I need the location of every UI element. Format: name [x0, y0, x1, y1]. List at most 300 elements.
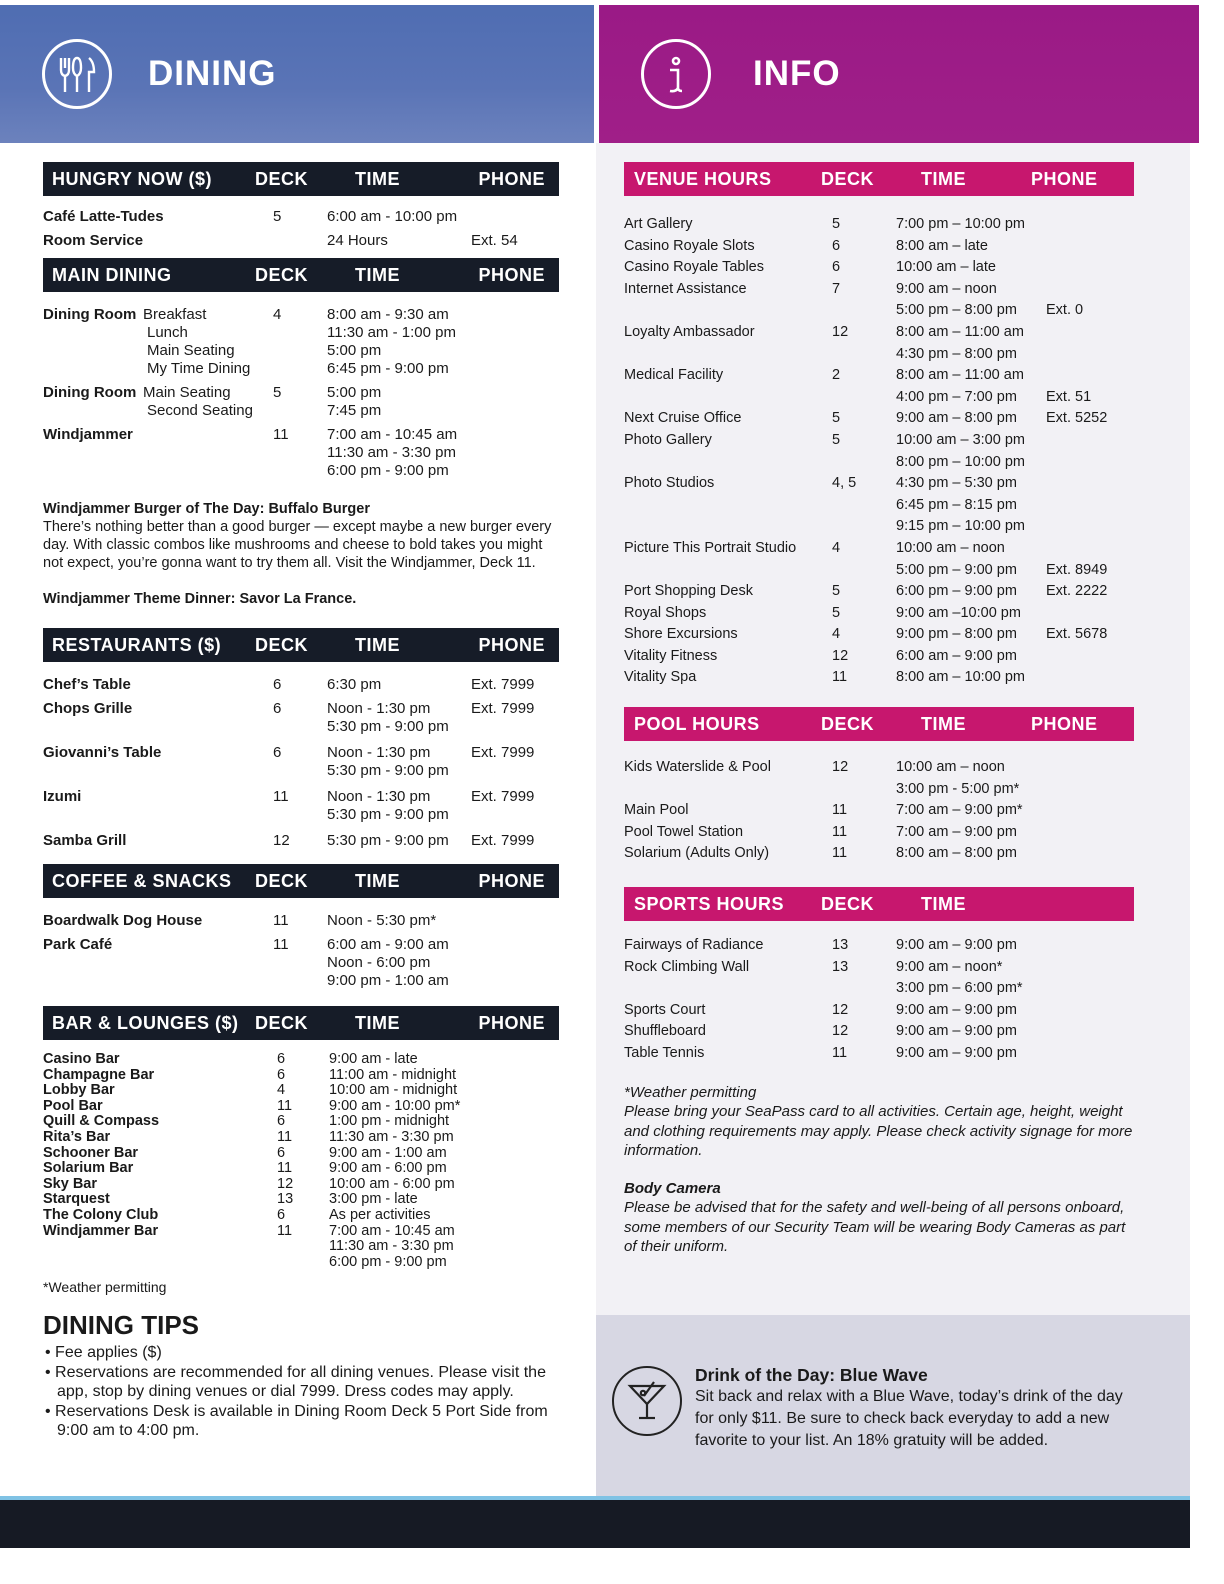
table-row — [624, 603, 1134, 625]
venue-deck: 5 — [832, 604, 841, 621]
venue-phone — [1046, 214, 1126, 236]
meal-label: Main Seating — [147, 342, 235, 359]
venue-name: Casino Royale Tables — [624, 259, 764, 276]
time-line: 24 Hours — [327, 232, 388, 249]
venue-name: Room Service — [43, 232, 144, 249]
venue-name: Dining Room — [43, 384, 137, 401]
table-row — [624, 279, 1134, 301]
venue-deck: 11 — [832, 669, 848, 686]
venue-time — [327, 744, 471, 780]
info-header — [599, 5, 1199, 143]
venue-deck: 11 — [832, 1045, 848, 1061]
phone-header: PHONE — [478, 1012, 545, 1033]
dining-tips-title: DINING TIPS — [43, 1310, 200, 1341]
venue-time: 8:00 am – 10:00 pm — [896, 669, 1025, 686]
bar-name: Champagne Bar — [43, 1066, 155, 1083]
info-column — [624, 162, 1134, 1257]
venue-time: 9:00 am – 9:00 pm — [896, 1001, 1017, 1018]
time-line: 5:30 pm - 9:00 pm — [327, 762, 449, 779]
time-header: TIME — [355, 168, 400, 189]
utensils-icon — [42, 39, 112, 109]
venue-name: Rock Climbing Wall — [624, 958, 750, 975]
bar-deck: 6 — [277, 1066, 286, 1083]
info-note — [624, 1083, 1134, 1257]
table-row — [624, 387, 1134, 409]
dining-title: DINING — [148, 54, 277, 93]
meal-label: Breakfast — [143, 306, 207, 323]
time-header: TIME — [921, 713, 966, 734]
time-header: TIME — [921, 168, 966, 189]
deck-header: DECK — [255, 1012, 309, 1033]
time-line: Noon - 1:30 pm — [327, 700, 431, 717]
deck-header: DECK — [821, 893, 875, 914]
table-row — [43, 832, 559, 850]
burger-title: Windjammer Burger of The Day: Buffalo Burger — [43, 501, 370, 517]
time-line: 5:30 pm - 9:00 pm — [327, 832, 449, 849]
table-row — [624, 300, 1134, 322]
venue-deck: 5 — [273, 384, 282, 401]
venue-time: 8:00 am – 11:00 am — [896, 323, 1024, 340]
drink-of-the-day — [695, 1364, 1135, 1452]
venue-phone — [1046, 430, 1126, 452]
venue-phone — [1046, 538, 1126, 560]
venue-name: Pool Towel Station — [624, 823, 744, 840]
venue-time: 9:15 pm – 10:00 pm — [896, 518, 1025, 535]
table-row — [624, 322, 1134, 344]
bar-deck: 11 — [277, 1222, 293, 1239]
venue-deck: 12 — [832, 1023, 849, 1040]
bar-time: As per activities — [329, 1206, 431, 1223]
venue-time: 8:00 am – 8:00 pm — [896, 845, 1017, 862]
bar-deck: 4 — [277, 1082, 286, 1099]
deck-header: DECK — [255, 634, 309, 655]
table-row — [624, 495, 1134, 517]
venue-name — [624, 452, 832, 474]
pool-hours-bar — [624, 707, 1134, 741]
venue-name: Vitality Fitness — [624, 647, 718, 664]
venue-name: Photo Gallery — [624, 431, 712, 448]
table-row — [624, 978, 1134, 1000]
table-row — [624, 430, 1134, 452]
deck-header: DECK — [255, 264, 309, 285]
venue-phone — [1046, 322, 1126, 344]
bar-deck: 11 — [277, 1128, 293, 1145]
venue-deck — [832, 495, 896, 517]
bar-names — [43, 1052, 277, 1270]
time-line: 5:00 pm — [327, 384, 382, 401]
burger-of-the-day — [43, 500, 559, 572]
bar-lounges-rows — [43, 1052, 559, 1270]
venue-time: 8:00 am – 11:00 am — [896, 367, 1024, 384]
venue-deck: 11 — [273, 912, 289, 929]
meal-label: My Time Dining — [147, 360, 251, 377]
martini-icon — [612, 1366, 682, 1436]
drink-title: Drink of the Day: Blue Wave — [695, 1365, 928, 1385]
venue-phone — [1046, 279, 1126, 301]
tip-item: • Reservations Desk is available in Dining Room Deck 5 Port Side from 9:00 am to 4:00 pm. — [43, 1402, 559, 1441]
venue-time: 4:30 pm – 5:30 pm — [896, 475, 1017, 492]
time-line: 6:00 am - 9:00 am — [327, 936, 449, 953]
venue-name: Vitality Spa — [624, 669, 697, 686]
venue-name: Picture This Portrait Studio — [624, 539, 797, 556]
main-dining-rows — [43, 306, 559, 480]
venue-time: 6:00 pm – 9:00 pm — [896, 583, 1017, 600]
bar-name: Starquest — [43, 1191, 110, 1208]
venue-phone — [1046, 473, 1126, 495]
venue-name: Fairways of Radiance — [624, 937, 764, 954]
venue-name: Shuffleboard — [624, 1023, 706, 1040]
venue-deck: 11 — [273, 426, 289, 443]
table-row — [624, 1043, 1134, 1065]
venue-deck: 12 — [273, 832, 290, 849]
venue-deck: 5 — [832, 216, 841, 232]
table-row — [624, 538, 1134, 560]
venue-phone — [1046, 452, 1126, 474]
bar-deck: 13 — [277, 1191, 294, 1208]
venue-phone: Ext. 5678 — [1046, 626, 1108, 643]
venue-name: Dining Room — [43, 306, 137, 323]
bar-name: Windjammer Bar — [43, 1222, 159, 1239]
venue-phone — [1046, 667, 1126, 689]
venue-deck: 13 — [832, 937, 849, 954]
venue-phone: Ext. 7999 — [471, 788, 535, 805]
venue-name: Main Pool — [624, 802, 689, 819]
venue-time: 3:00 pm - 5:00 pm* — [896, 780, 1020, 797]
table-row — [624, 516, 1134, 538]
bar-times — [329, 1052, 499, 1270]
bar-deck: 6 — [277, 1113, 286, 1130]
table-row — [43, 208, 559, 226]
bar-time: 11:30 am - 3:30 pm — [329, 1128, 454, 1145]
time-line: 6:45 pm - 9:00 pm — [327, 360, 449, 377]
bar-name: The Colony Club — [43, 1206, 159, 1223]
tip-item: • Reservations are recommended for all dining venues. Please visit the app, stop by dining venues or dial 7999. Dress codes may apply. — [43, 1363, 559, 1402]
bar-time: 3:00 pm - late — [329, 1191, 418, 1208]
table-row — [624, 957, 1134, 979]
venue-time: 9:00 am – 9:00 pm — [896, 937, 1017, 954]
pool-hours-rows — [624, 757, 1134, 865]
venue-deck: 5 — [832, 583, 841, 600]
venue-time: 8:00 pm – 10:00 pm — [896, 453, 1025, 470]
bar-time: 9:00 am - late — [329, 1051, 418, 1067]
dining-column — [43, 162, 559, 1441]
venue-deck — [273, 232, 327, 250]
venue-deck: 4 — [273, 306, 282, 323]
time-line: 5:30 pm - 9:00 pm — [327, 806, 449, 823]
venue-name: Loyalty Ambassador — [624, 323, 755, 340]
section-title: VENUE HOURS — [634, 168, 772, 189]
bar-name: Sky Bar — [43, 1175, 98, 1192]
time-header: TIME — [355, 870, 400, 891]
section-title: SPORTS HOURS — [634, 893, 785, 914]
weather-note: *Weather permitting — [43, 1279, 167, 1296]
phone-header: PHONE — [1031, 168, 1098, 189]
bar-deck: 6 — [277, 1051, 286, 1067]
deck-header: DECK — [255, 870, 309, 891]
venue-name — [624, 387, 832, 409]
bar-time: 11:00 am - midnight — [329, 1066, 457, 1083]
venue-phone — [1046, 257, 1126, 279]
bar-time: 1:00 pm - midnight — [329, 1113, 450, 1130]
venue-name: Photo Studios — [624, 475, 715, 492]
bar-deck: 11 — [277, 1097, 293, 1114]
restaurants-bar — [43, 628, 559, 662]
venue-name — [624, 300, 832, 322]
venue-deck: 6 — [832, 259, 841, 276]
table-row — [43, 788, 559, 824]
venue-time: 7:00 am – 9:00 pm — [896, 823, 1017, 840]
venue-name: Sports Court — [624, 1001, 706, 1018]
time-line: 6:00 pm - 9:00 pm — [327, 462, 449, 479]
bar-time: 9:00 am - 1:00 am — [329, 1144, 447, 1161]
venue-phone: Ext. 54 — [471, 232, 518, 249]
venue-time — [327, 426, 471, 480]
table-row — [624, 452, 1134, 474]
body-camera-title — [624, 1179, 1134, 1199]
venue-time — [327, 384, 471, 420]
venue-deck: 5 — [832, 410, 841, 427]
table-row — [43, 912, 559, 930]
venue-time — [327, 676, 471, 694]
venue-deck: 5 — [832, 431, 841, 448]
venue-deck: 12 — [832, 1001, 849, 1018]
table-row — [624, 214, 1134, 236]
section-title: MAIN DINING — [52, 264, 172, 285]
venue-phone — [1046, 516, 1126, 538]
section-title: HUNGRY NOW ($) — [52, 168, 212, 189]
venue-name: Internet Assistance — [624, 280, 747, 297]
venue-phone: Ext. 51 — [1046, 388, 1092, 405]
venue-time — [327, 700, 471, 736]
venue-name: Table Tennis — [624, 1045, 705, 1061]
phone-header: PHONE — [478, 634, 545, 655]
table-row — [624, 257, 1134, 279]
table-row — [624, 757, 1134, 779]
table-row — [43, 232, 559, 250]
bar-time: 10:00 am - 6:00 pm — [329, 1175, 455, 1192]
venue-name: Next Cruise Office — [624, 410, 742, 427]
venue-name — [624, 516, 832, 538]
venue-time: 9:00 am – noon* — [896, 958, 1003, 975]
venue-time: 4:00 pm – 7:00 pm — [896, 388, 1017, 405]
venue-deck — [832, 452, 896, 474]
table-row — [624, 344, 1134, 366]
time-line: 5:30 pm - 9:00 pm — [327, 718, 449, 735]
bar-name: Rita’s Bar — [43, 1128, 111, 1145]
venue-name: Chops Grille — [43, 700, 133, 717]
table-row — [43, 426, 559, 480]
venue-deck: 4, 5 — [832, 475, 857, 492]
table-row — [624, 800, 1134, 822]
bar-time: 7:00 am - 10:45 am — [329, 1222, 455, 1239]
bar-deck: 11 — [277, 1160, 293, 1177]
venue-phone: Ext. 8949 — [1046, 561, 1108, 578]
venue-deck: 6 — [273, 744, 282, 761]
venue-time — [327, 788, 471, 824]
venue-deck: 6 — [273, 700, 282, 717]
venue-time — [327, 936, 471, 990]
bar-name: Lobby Bar — [43, 1082, 115, 1099]
meal-label: Lunch — [147, 324, 188, 341]
bar-name: Casino Bar — [43, 1051, 120, 1067]
bar-decks — [277, 1052, 329, 1270]
venue-deck — [832, 300, 896, 322]
time-header: TIME — [355, 634, 400, 655]
phone-header: PHONE — [478, 168, 545, 189]
venue-deck: 11 — [273, 788, 289, 805]
venue-name: Medical Facility — [624, 367, 724, 384]
table-row — [624, 581, 1134, 603]
venue-name — [624, 344, 832, 366]
venue-deck: 12 — [832, 759, 849, 776]
venue-name: Park Café — [43, 936, 113, 953]
bar-deck: 6 — [277, 1144, 286, 1161]
meal-label: Second Seating — [147, 402, 253, 419]
venue-name: Art Gallery — [624, 216, 693, 232]
venue-deck: 11 — [832, 802, 848, 819]
drink-body: Sit back and relax with a Blue Wave, today’s drink of the day for only $11. Be sure to check back everyday to add a new favorite to your list. An 18% gratuity will be added. — [695, 1388, 1123, 1449]
time-header: TIME — [355, 1012, 400, 1033]
main-dining-bar — [43, 258, 559, 292]
table-row — [624, 935, 1134, 957]
venue-deck: 7 — [832, 280, 841, 297]
venue-name: Izumi — [43, 788, 82, 805]
table-row — [624, 779, 1134, 801]
table-row — [624, 822, 1134, 844]
venue-phone — [1046, 495, 1126, 517]
venue-deck: 6 — [832, 237, 841, 254]
bar-lounges-bar — [43, 1006, 559, 1040]
venue-time — [327, 208, 471, 226]
table-row — [624, 365, 1134, 387]
time-line: 11:30 am - 3:30 pm — [327, 444, 456, 461]
venue-time: 6:00 am – 9:00 pm — [896, 647, 1017, 664]
venue-deck — [832, 978, 896, 1000]
time-line: 8:00 am - 9:30 am — [327, 306, 449, 323]
bar-time: 6:00 pm - 9:00 pm — [329, 1253, 447, 1270]
time-line: 7:00 am - 10:45 am — [327, 426, 458, 443]
venue-deck: 4 — [832, 539, 841, 556]
venue-name: Café Latte-Tudes — [43, 208, 164, 225]
table-row — [624, 408, 1134, 430]
burger-body: There’s nothing better than a good burger — except maybe a new burger every day. With classic combos like mushrooms and cheese to bold takes you might not expect, you’re gonna want to try them all. Visit the Windjammer, Deck 11. — [43, 519, 552, 571]
venue-time: 9:00 am – 9:00 pm — [896, 1023, 1017, 1040]
venue-name — [624, 560, 832, 582]
bar-name: Quill & Compass — [43, 1113, 160, 1130]
venue-deck: 12 — [832, 647, 849, 664]
table-row — [624, 473, 1134, 495]
venue-time — [327, 306, 471, 378]
table-row — [43, 676, 559, 694]
sports-hours-bar — [624, 887, 1134, 921]
bar-name: Schooner Bar — [43, 1144, 139, 1161]
venue-time: 5:00 pm – 8:00 pm — [896, 302, 1017, 319]
table-row — [624, 843, 1134, 865]
section-title: POOL HOURS — [634, 713, 760, 734]
table-row — [43, 936, 559, 990]
venue-phone — [1046, 236, 1126, 258]
venue-time: 7:00 am – 9:00 pm* — [896, 802, 1023, 819]
venue-phone: Ext. 2222 — [1046, 583, 1108, 600]
venue-name — [624, 978, 832, 1000]
venue-name: Casino Royale Slots — [624, 237, 755, 254]
dining-tips-list — [43, 1343, 559, 1441]
venue-time: 7:00 pm – 10:00 pm — [896, 216, 1025, 232]
body-camera-note: Please be advised that for the safety and well-being of all persons onboard, some members of our Security Team will be wearing Body Cameras as part of their uniform. — [624, 1199, 1126, 1256]
table-row — [624, 1021, 1134, 1043]
deck-header: DECK — [255, 168, 309, 189]
venue-time: 5:00 pm – 9:00 pm — [896, 561, 1017, 578]
venue-time: 9:00 am – 8:00 pm — [896, 410, 1017, 427]
info-title: INFO — [753, 54, 841, 93]
venue-time: 10:00 am – noon — [896, 759, 1005, 776]
venue-deck — [832, 344, 896, 366]
bar-time: 9:00 am - 10:00 pm* — [329, 1097, 461, 1114]
table-row — [624, 646, 1134, 668]
venue-name: Kids Waterslide & Pool — [624, 759, 771, 776]
venue-time: 10:00 am – 3:00 pm — [896, 431, 1025, 448]
venue-deck: 11 — [273, 936, 289, 953]
venue-deck: 11 — [832, 823, 848, 840]
tip-item: • Fee applies ($) — [43, 1343, 559, 1363]
venue-phone: Ext. 7999 — [471, 700, 535, 717]
seapass-note: Please bring your SeaPass card to all activities. Certain age, height, weight and clothing requirements may apply. Please check activity signage for more information. — [624, 1103, 1133, 1160]
meal-label: Main Seating — [143, 384, 231, 401]
table-row — [624, 236, 1134, 258]
table-row — [43, 744, 559, 780]
venue-time — [327, 232, 471, 250]
venue-hours-bar — [624, 162, 1134, 196]
venue-time: 4:30 pm – 8:00 pm — [896, 345, 1017, 362]
phone-header: PHONE — [478, 870, 545, 891]
weather-note: *Weather permitting — [624, 1083, 757, 1101]
time-line: 7:45 pm — [327, 402, 382, 419]
venue-time: 9:00 am – 9:00 pm — [896, 1045, 1017, 1061]
time-line: Noon - 1:30 pm — [327, 788, 431, 805]
venue-deck — [832, 560, 896, 582]
venue-time: 10:00 am – late — [896, 259, 996, 276]
venue-name — [624, 779, 832, 801]
coffee-snacks-bar — [43, 864, 559, 898]
bar-time: 9:00 am - 6:00 pm — [329, 1160, 447, 1177]
venue-time — [327, 912, 471, 930]
venue-time: 9:00 am – noon — [896, 280, 997, 297]
venue-name: Shore Excursions — [624, 626, 738, 643]
venue-phone: Ext. 0 — [1046, 302, 1084, 319]
venue-phone: Ext. 7999 — [471, 676, 535, 693]
venue-phone — [1046, 344, 1126, 366]
bar-time: 10:00 am - midnight — [329, 1082, 458, 1099]
hungry-now-rows — [43, 208, 559, 250]
footer-bar — [0, 1500, 1190, 1548]
venue-name: Chef’s Table — [43, 676, 131, 693]
venue-deck: 5 — [273, 208, 282, 225]
table-row — [43, 306, 559, 378]
venue-time — [327, 832, 471, 850]
bar-deck: 12 — [277, 1175, 294, 1192]
venue-time: 8:00 am – late — [896, 237, 988, 254]
time-header: TIME — [355, 264, 400, 285]
venue-deck — [832, 516, 896, 538]
table-row — [43, 384, 559, 420]
meal-list — [143, 426, 273, 480]
table-row — [624, 560, 1134, 582]
section-title: BAR & LOUNGES ($) — [52, 1012, 239, 1033]
venue-phone: Ext. 7999 — [471, 744, 535, 761]
venue-deck — [832, 779, 896, 801]
table-row — [624, 667, 1134, 689]
hungry-now-bar — [43, 162, 559, 196]
